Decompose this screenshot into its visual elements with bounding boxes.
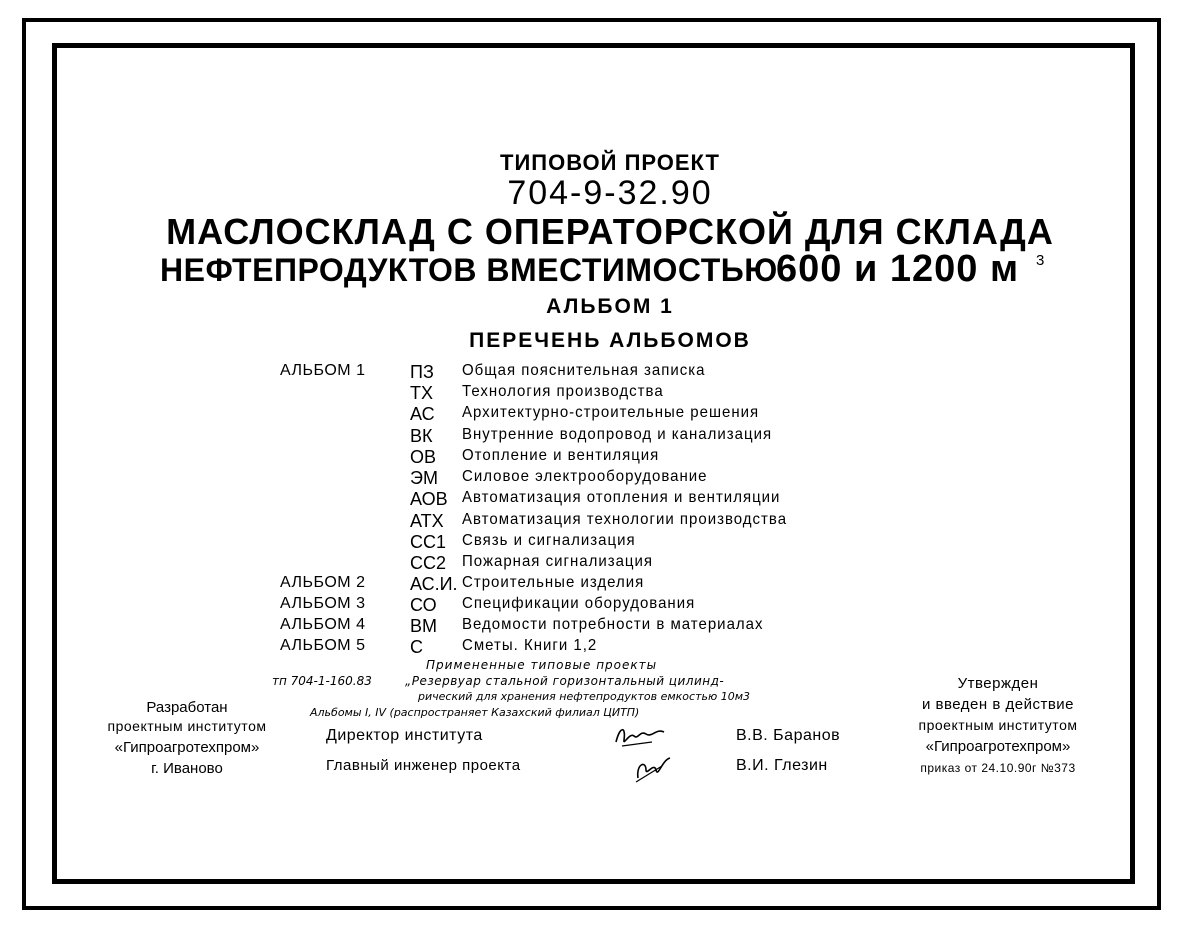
section-code: АС.И. <box>410 574 458 594</box>
chief-engineer-signature <box>632 754 676 784</box>
section-code: С <box>410 637 423 657</box>
section-name: Внутренние водопровод и канализация <box>462 425 773 444</box>
title-line-1: МАСЛОСКЛАД С ОПЕРАТОРСКОЙ ДЛЯ СКЛАДА <box>166 211 1054 252</box>
section-code: СС1 <box>410 532 447 552</box>
album-heading: АЛЬБОМ 1 <box>546 295 674 318</box>
section-code: ТХ <box>410 383 434 403</box>
section-name: Связь и сигнализация <box>462 531 636 550</box>
album-label: АЛЬБОМ 1 <box>280 362 366 379</box>
approval-enacted: и введен в действие <box>921 696 1075 713</box>
approval-order: приказ от 24.10.90г №373 <box>920 761 1076 775</box>
project-type: ТИПОВОЙ ПРОЕКТ <box>500 150 720 175</box>
section-code: ЭМ <box>410 468 438 488</box>
project-number: 704-9-32.90 <box>507 174 713 212</box>
section-code: ВК <box>410 426 433 446</box>
applied-project-desc-3: Альбомы I, IV (распространяет Казахский филиал ЦИТП) <box>310 706 640 719</box>
section-name: Архитектурно-строительные решения <box>462 403 760 422</box>
approval-institute-type: проектным институтом <box>918 717 1078 733</box>
section-code: ОВ <box>410 447 437 467</box>
section-code: СО <box>410 595 437 615</box>
album-label: АЛЬБОМ 4 <box>280 616 366 633</box>
developer-city: г. Иваново <box>151 760 223 777</box>
section-name: Силовое электрооборудование <box>462 467 708 486</box>
section-name: Спецификации оборудования <box>462 594 696 613</box>
title-unit-power: 3 <box>1036 252 1045 269</box>
section-code: ПЗ <box>410 362 434 382</box>
title-line-2a: НЕФТЕПРОДУКТОВ ВМЕСТИМОСТЬЮ <box>160 252 778 288</box>
developer-institute-type: проектным институтом <box>107 718 267 734</box>
director-signature <box>612 722 668 750</box>
album-label: АЛЬБОМ 3 <box>280 595 366 612</box>
applied-project-desc-1: „Резервуар стальной горизонтальный цилинд- <box>405 674 725 688</box>
section-name: Технология производства <box>462 382 664 401</box>
applied-project-desc-2: рический для хранения нефтепродуктов емкостью 10м3 <box>418 690 751 703</box>
section-name: Строительные изделия <box>462 573 645 592</box>
chief-engineer-name: В.И. Глезин <box>736 757 828 774</box>
director-name: В.В. Баранов <box>736 727 841 744</box>
section-code: СС2 <box>410 553 447 573</box>
applied-projects-title: Примененные типовые проекты <box>426 658 658 672</box>
title-line-2b: 600 и 1200 м <box>776 248 1020 290</box>
section-name: Пожарная сигнализация <box>462 552 654 571</box>
section-code: АОВ <box>410 489 448 509</box>
director-role: Директор института <box>326 727 483 744</box>
section-name: Общая пояснительная записка <box>462 361 706 380</box>
applied-project-number: тп 704-1-160.83 <box>272 674 372 688</box>
album-label: АЛЬБОМ 5 <box>280 637 366 654</box>
list-title: ПЕРЕЧЕНЬ АЛЬБОМОВ <box>469 329 751 352</box>
developer-label: Разработан <box>146 699 228 716</box>
approval-label: Утвержден <box>957 675 1039 692</box>
section-name: Отопление и вентиляция <box>462 446 660 465</box>
chief-engineer-role: Главный инженер проекта <box>326 757 521 774</box>
section-name: Автоматизация отопления и вентиляции <box>462 488 781 507</box>
developer-institute-name: «Гипроагротехпром» <box>114 739 260 756</box>
section-code: АС <box>410 404 435 424</box>
section-name: Автоматизация технологии производства <box>462 510 788 529</box>
album-label: АЛЬБОМ 2 <box>280 574 366 591</box>
approval-institute-name: «Гипроагротехпром» <box>925 738 1071 755</box>
section-name: Ведомости потребности в материалах <box>462 615 764 634</box>
section-code: АТХ <box>410 511 444 531</box>
section-code: ВМ <box>410 616 437 636</box>
section-name: Сметы. Книги 1,2 <box>462 636 598 655</box>
